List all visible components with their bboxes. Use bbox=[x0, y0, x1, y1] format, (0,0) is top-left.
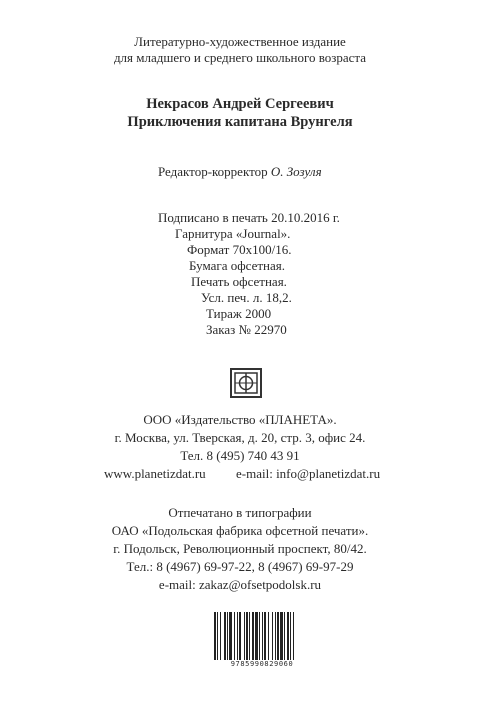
publisher-email-link[interactable]: e-mail: info@planetizdat.ru bbox=[236, 466, 381, 481]
printer-email-link[interactable]: e-mail: zakaz@ofsetpodolsk.ru bbox=[158, 577, 322, 592]
print-info-line: Гарнитура «Journal». bbox=[175, 226, 291, 241]
editor-credit bbox=[158, 164, 322, 180]
printer-line: Тел.: 8 (4967) 69-97-22, 8 (4967) 69-97-29 bbox=[126, 559, 354, 574]
print-info-line: Бумага офсетная. bbox=[189, 258, 285, 273]
publisher-address: г. Москва, ул. Тверская, д. 20, стр. 3, офис 24. bbox=[114, 430, 366, 445]
printer-line: Отпечатано в типографии bbox=[168, 505, 312, 520]
print-info-line: Печать офсетная. bbox=[191, 274, 287, 289]
edition-type-line2: для младшего и среднего школьного возраста bbox=[113, 50, 367, 65]
publisher-name: ООО «Издательство «ПЛАНЕТА». bbox=[143, 412, 337, 427]
print-info-line: Тираж 2000 bbox=[206, 306, 272, 321]
book-title: Приключения капитана Врунгеля bbox=[127, 114, 353, 130]
print-info-line: Формат 70x100/16. bbox=[187, 242, 292, 257]
publisher-website-link[interactable]: www.planetizdat.ru bbox=[104, 466, 206, 481]
printer-line: ОАО «Подольская фабрика офсетной печати». bbox=[111, 523, 369, 538]
editor-label: Редактор-корректор bbox=[158, 164, 268, 179]
edition-type-line1: Литературно-художественное издание bbox=[134, 34, 346, 49]
print-info-line: Усл. печ. л. 18,2. bbox=[201, 290, 292, 305]
barcode-icon bbox=[212, 612, 312, 660]
print-info-line: Заказ № 22970 bbox=[206, 322, 287, 337]
publisher-logo-icon bbox=[230, 368, 262, 398]
book-author: Некрасов Андрей Сергеевич bbox=[146, 96, 334, 112]
printer-line: г. Подольск, Революционный проспект, 80/42. bbox=[113, 541, 367, 556]
editor-name: О. Зозуля bbox=[270, 164, 322, 179]
barcode-number: 9785990829060 bbox=[230, 660, 294, 668]
print-info-line: Подписано в печать 20.10.2016 г. bbox=[158, 210, 340, 225]
publisher-phone: Тел. 8 (495) 740 43 91 bbox=[180, 448, 300, 463]
